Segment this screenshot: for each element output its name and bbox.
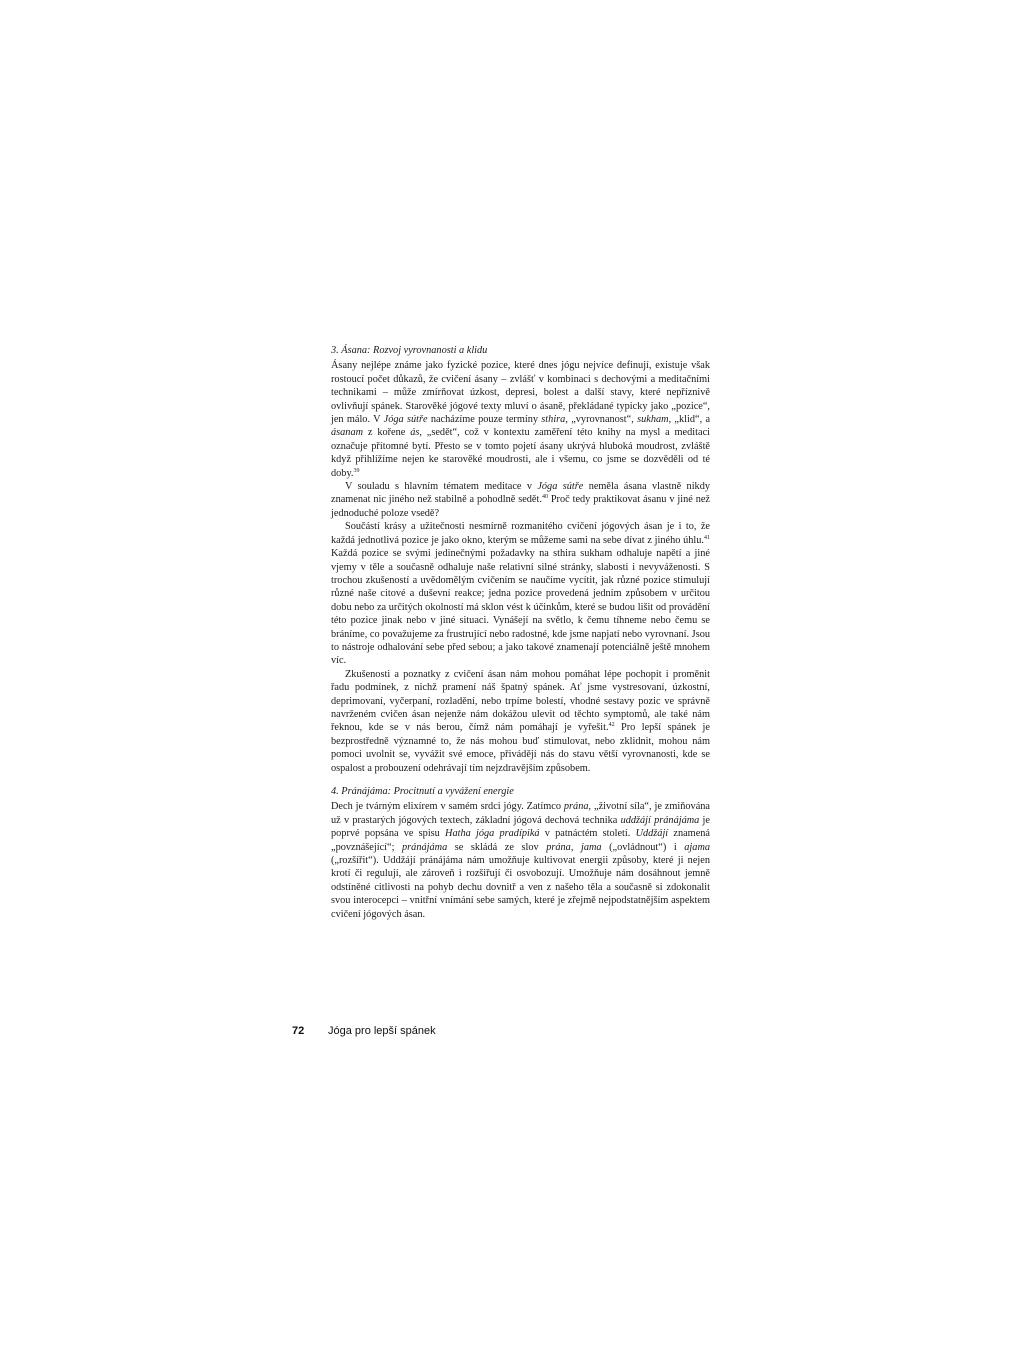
section-heading-pranayama: 4. Pránájáma: Procitnutí a vyvážení energie <box>331 786 514 797</box>
page-footer <box>292 1025 436 1037</box>
footnote-ref: 41 <box>704 534 710 541</box>
page-number: 72 <box>292 1025 305 1037</box>
paragraph: Zkušenosti a poznatky z cvičení ásan nám mohou pomáhat lépe pochopit i proměnit řadu podmínek, z nichž pramení náš špatný spánek. Ať jsme vystresovaní, úzkostní, deprimovaní, vyčerpaní, rozladění, nebo trpíme bolestí, vhodné sestavy pozic ve správně navrženém cvičen ásan nejenže nám dokážou ulevit od těchto symptomů, ale také nám řeknou, kde se v nás berou, čímž nám pomáhají je vyřešit.$^{42}$ Pro lepší spánek je bezprostředně významné to, že nás mohou buď stimulovat, nebo zklidnit, mohou nám pomoci uvolnit se, vyvážit své emoce, přivádějí nás do stavu větší vyrovnanosti, kde se ospalost a probouzení odehrávají tím nejzdravějším způsobem. <box>331 668 710 774</box>
paragraph: Součástí krásy a užitečnosti nesmírně rozmanitého cvičení jógových ásan je i to, že každá jednotlivá pozice je jako okno, kterým se můžeme sami na sebe dívat z jiného úhlu.$^{41}$ Každá pozice se svými jedinečnými požadavky na sthira sukham odhaluje napětí a jiné vjemy v těle a současně odhaluje naše relativní silné stránky, slabosti i nevyváženosti. S trochou zkušeností a uvědomělým cvičením se naučíme vycítit, jak různé pozice stimulují různé naše citové a duševní reakce; jedna pozice provedená jedním způsobem v určitou dobu nebo za určitých okolností má sklon vést k účinkům, které se budou lišit od provádění této pozice jinak nebo v jiné situaci. Vynášejí na světlo, k čemu tíhneme nebo čemu se bráníme, co považujeme za frustrující nebo radostné, kde jsme napjatí nebo vyrovnaní. Jsou to nástroje odhalování sebe před sebou; a jako takové znamenají potenciálně ještě mnohem víc. <box>331 521 710 667</box>
running-title: Jóga pro lepší spánek <box>328 1025 436 1037</box>
section-heading-asana: 3. Ásana: Rozvoj vyrovnanosti a klidu <box>331 345 488 356</box>
footnote-ref: 39 <box>353 467 360 474</box>
footnote-ref: 42 <box>608 722 615 729</box>
paragraph: Dech je tvárným elixírem v samém srdci jógy. Zatímco prána, „životní síla“, je zmiňována už v prastarých jógových textech, základní jógová dechová technika uddžájí pránájáma je poprvé popsána ve spisu Hatha jóga pradípiká v patnáctém století. Uddžájí znamená „povznášející“; pránájáma se skládá ze slov prána, jama („ovládnout“) i ajama („rozšířit“). Uddžájí pránájáma nám umožňuje kultivovat energii způsoby, které ji nejen krotí či regulují, ale zároveň i rozšiřují či osvobozují. Umožňuje nám dosáhnout jemně odstíněné citlivosti na pohyb dechu dovnitř a ven z našeho těla a současně si zdokonalit svou interocepci – vnitřní vnímání sebe samých, které je zřejmě nejpodstatnějším aspektem cvičení jógových ásan. <box>331 801 711 920</box>
paragraph: Ásany nejlépe známe jako fyzické pozice, které dnes jógu nejvíce definují, existuje však rostoucí počet důkazů, že cvičení ásany – zvlášť v kombinaci s dechovými a meditačními technikami – může zmírňovat úzkost, depresi, bolest a další stavy, které nepříznivě ovlivňují spánek. Starověké jógové texty mluví o ásaně, překládané typicky jako „pozice“, jen málo. V Jóga sútře nacházíme pouze termíny sthira, „vyrovnanost“, sukham, „klid“, a ásanam z kořene ás, „sedět“, což v kontextu zaměření této knihy na mysl a meditaci označuje přítomné bytí. Přesto se v tomto pojetí ásany ukrývá hluboká moudrost, zvláště když přihlížíme nejen ke starověké moudrosti, ale i všemu, co jsme se dozvěděli od té doby.$^{39}$ <box>331 360 711 479</box>
footnote-ref: 40 <box>541 494 548 501</box>
paragraph: V souladu s hlavním tématem meditace v Jóga sútře neměla ásana vlastně nikdy znamenat nic jiného než stabilně a pohodlně sedět.$^{40}$ Proč tedy praktikovat ásanu v jiné než jednoduché poloze vsedě? <box>331 481 710 519</box>
main-text-block <box>331 344 710 921</box>
